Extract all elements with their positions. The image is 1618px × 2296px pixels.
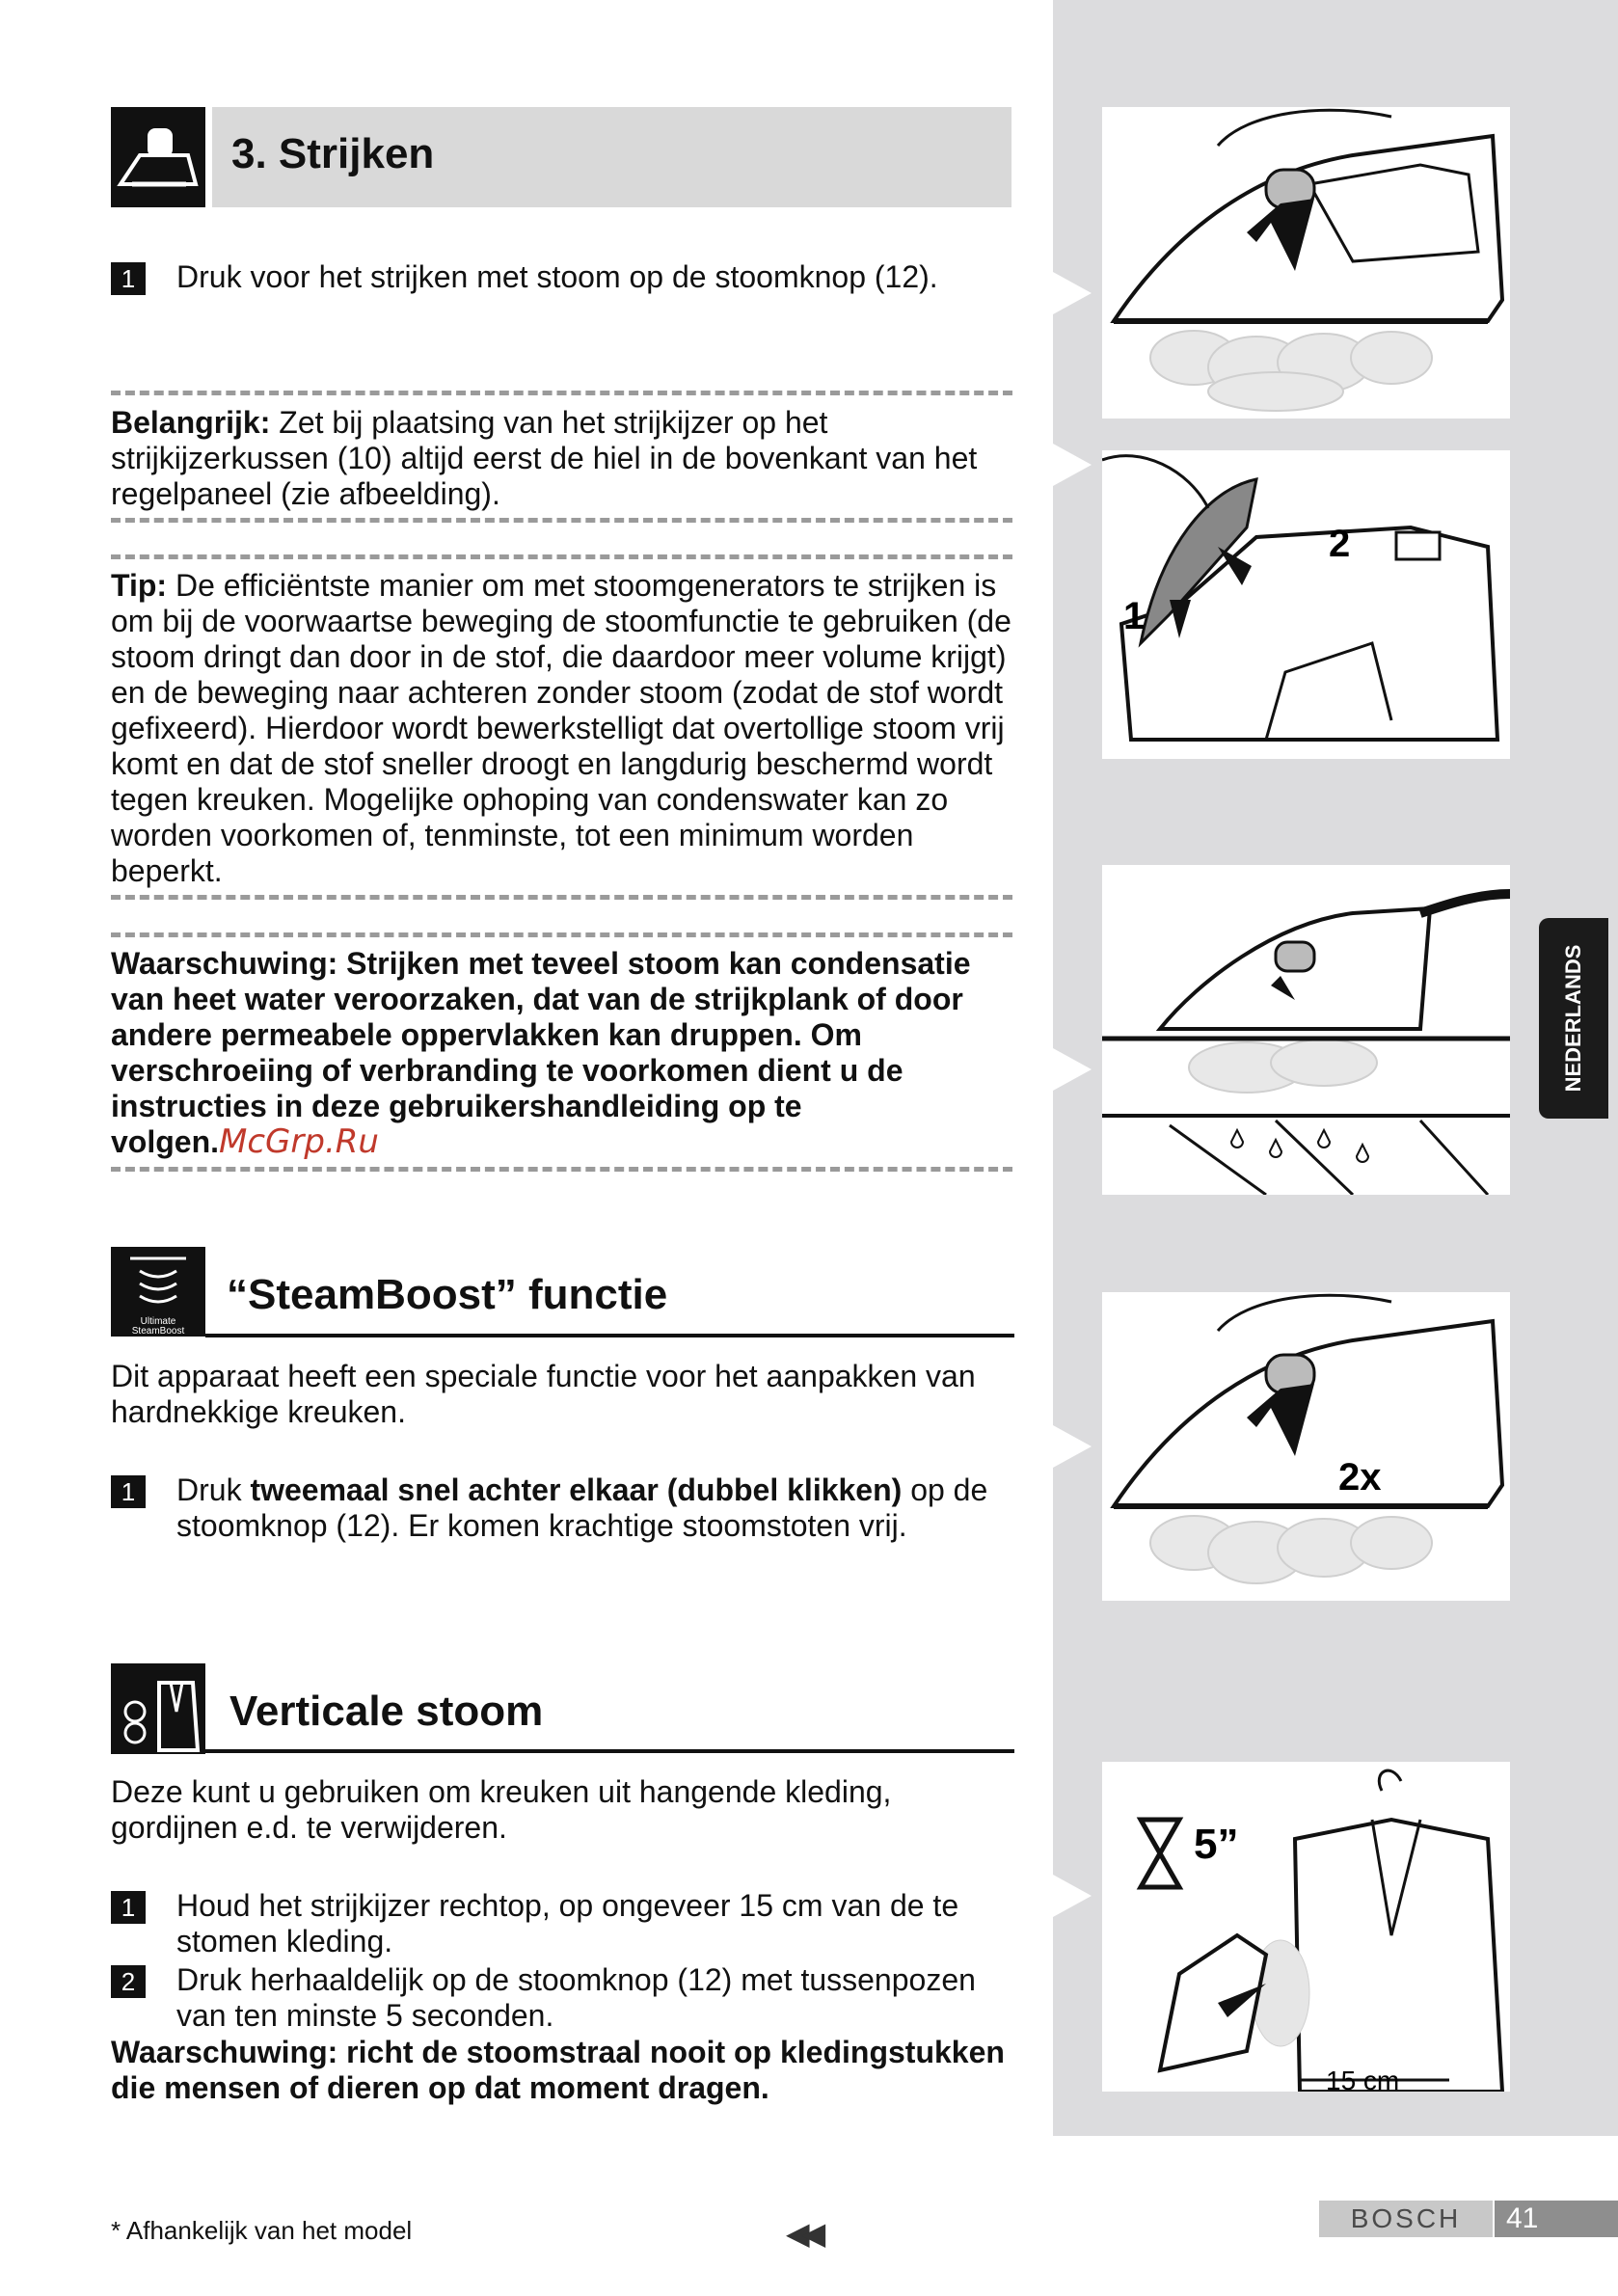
figure-steamboost bbox=[1102, 1292, 1510, 1601]
figure-pointer bbox=[1053, 1048, 1092, 1091]
step-text: Houd het strijkijzer rechtop, op ongeveer 15 cm van de te stomen kleding. bbox=[176, 1888, 959, 1958]
step-number: 1 bbox=[111, 262, 146, 295]
step-text: Druk herhaaldelijk op de stoomknop (12) met tussenpozen van ten minste 5 seconden. bbox=[176, 1962, 976, 2033]
footnote: * Afhankelijk van het model bbox=[111, 2216, 413, 2245]
important-note bbox=[111, 405, 1017, 512]
tip-text: De efficiëntste manier om met stoomgenerators te strijken is om bij de voorwaartse beweging de stoomfunctie te gebruiken (de stoom dringt dan door in de stof, die daardoor meer volume krijgt) en de beweging naar achteren zonder stoom (zodat de stof wordt gefixeerd). Hierdoor wordt bewerkstelligt dat overtollige stoom vrij komt en dat de stof sneller droogt en langdurig beschermd wordt tegen kreuken. Mogelijke ophoping van condenswater kan zo worden voorkomen of, tenminste, tot een minimum worden beperkt. bbox=[111, 568, 1011, 888]
steamboost-icon-top-label: Ultimate bbox=[140, 1316, 176, 1327]
figure-pointer bbox=[1053, 1875, 1092, 1917]
figure-iron-placement bbox=[1102, 450, 1510, 759]
tip-label: Tip: bbox=[111, 568, 168, 603]
steamboost-icon-label: SteamBoost bbox=[131, 1326, 185, 1337]
vertical-steam-intro: Deze kunt u gebruiken om kreuken uit hangende kleding, gordijnen e.d. te verwijderen. bbox=[111, 1774, 892, 1845]
language-tab bbox=[1539, 918, 1608, 1119]
brand-label: BOSCH bbox=[1319, 2201, 1493, 2237]
figure-vertical-steam bbox=[1102, 1762, 1510, 2092]
divider bbox=[111, 895, 1012, 900]
warning-note: Waarschuwing: richt de stoomstraal nooit op kledingstukken die mensen of dieren op dat moment dragen. bbox=[111, 2035, 1005, 2105]
important-text: Zet bij plaatsing van het strijkijzer op het strijkijzerkussen (10) altijd eerst de hiel in de bovenkant van het regelpaneel (zie afbeelding). bbox=[111, 405, 978, 511]
section-heading-steamboost: “SteamBoost” functie bbox=[227, 1271, 668, 1318]
divider bbox=[111, 518, 1012, 523]
figure-pointer bbox=[1053, 272, 1092, 314]
steamboost-icon bbox=[111, 1247, 205, 1337]
section-heading-strijken bbox=[212, 107, 1011, 207]
page-number: 41 bbox=[1495, 2201, 1618, 2237]
tip-note bbox=[111, 568, 1017, 889]
figure-pointer bbox=[1053, 1425, 1092, 1468]
divider bbox=[111, 932, 1012, 937]
warning-note bbox=[111, 946, 1027, 1160]
heading-underline bbox=[205, 1749, 1014, 1753]
vertical-steam-icon bbox=[111, 1663, 205, 1754]
step-text-post: op de stoomknop (12). Er komen krachtige stoomstoten vrij. bbox=[176, 1472, 988, 1543]
step-text: Druk voor het strijken met stoom op de stoomknop (12). bbox=[176, 259, 938, 294]
divider bbox=[111, 391, 1012, 395]
page-title: 3. Strijken bbox=[231, 130, 435, 177]
fig5-distance-label: 15 cm bbox=[1326, 2066, 1400, 2092]
step-number: 1 bbox=[111, 1891, 146, 1924]
fig2-label-1: 1 bbox=[1123, 595, 1146, 637]
step-text-pre: Druk bbox=[176, 1472, 251, 1507]
heading-underline bbox=[205, 1334, 1014, 1337]
important-label: Belangrijk: bbox=[111, 405, 271, 440]
figure-pointer bbox=[1053, 444, 1092, 486]
nav-arrows-icon[interactable]: ◀◀ bbox=[786, 2216, 819, 2251]
language-label: NEDERLANDS bbox=[1561, 944, 1585, 1093]
ironing-icon bbox=[111, 107, 205, 207]
steamboost-intro: Dit apparaat heeft een speciale functie voor het aanpakken van hardnekkige kreuken. bbox=[111, 1359, 976, 1429]
fig4-label-2x: 2x bbox=[1338, 1456, 1382, 1499]
fig2-label-2: 2 bbox=[1329, 523, 1351, 565]
section-heading-vertical-steam: Verticale stoom bbox=[229, 1688, 544, 1735]
figure-steam-ironing bbox=[1102, 107, 1510, 419]
step-text bbox=[176, 1472, 1006, 1544]
divider bbox=[111, 1167, 1012, 1172]
step-text-bold: tweemaal snel achter elkaar (dubbel klikken) bbox=[250, 1472, 903, 1507]
step-number: 1 bbox=[111, 1475, 146, 1508]
watermark: McGrp.Ru bbox=[219, 1122, 379, 1161]
divider bbox=[111, 554, 1012, 559]
figure-condensation bbox=[1102, 865, 1510, 1195]
warning-text: Waarschuwing: Strijken met teveel stoom kan condensatie van heet water veroorzaken, dat van de strijkplank of door andere permeabele oppervlakken kan druppen. Om verschroeiing of verbranding te voorkomen dient u de instructies in deze gebruikershandleiding op te volgen. bbox=[111, 946, 971, 1159]
step-number: 2 bbox=[111, 1965, 146, 1998]
fig5-time-label: 5” bbox=[1194, 1821, 1239, 1868]
